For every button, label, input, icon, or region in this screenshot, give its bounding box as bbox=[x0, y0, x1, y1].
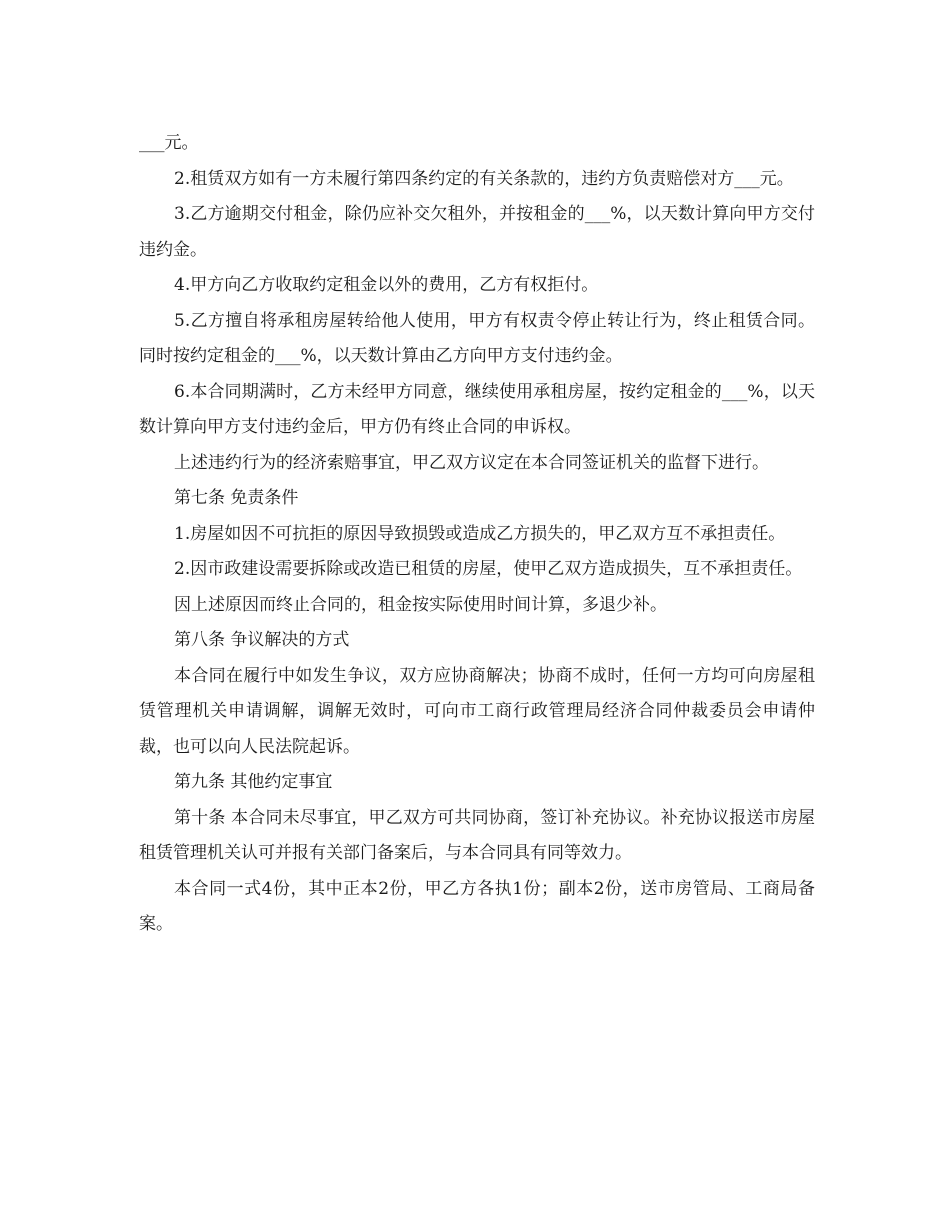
paragraph-clause-5-unauthorized-sublet: 5.乙方擅自将承租房屋转给他人使用，甲方有权责令停止转让行为，终止租赁合同。同时按约定租金的___%，以天数计算由乙方向甲方支付违约金。 bbox=[139, 310, 815, 366]
paragraph-clause-3-late-rent: 3.乙方逾期交付租金，除仍应补交欠租外，并按租金的___%，以天数计算向甲方交付违约金。 bbox=[139, 204, 815, 260]
paragraph-exemption-force-majeure: 1.房屋如因不可抗拒的原因导致损毁或造成乙方损失的，甲乙双方互不承担责任。 bbox=[174, 523, 786, 544]
section-heading-article-8: 第八条 争议解决的方式 bbox=[174, 630, 350, 650]
paragraph-rent-settlement: 因上述原因而终止合同的，租金按实际使用时间计算，多退少补。 bbox=[174, 594, 667, 615]
document-body bbox=[139, 126, 815, 943]
paragraph-clause-6-overstay: 6.本合同期满时，乙方未经甲方同意，继续使用承租房屋，按约定租金的___%，以天数计算向甲方支付违约金后，甲方仍有终止合同的申诉权。 bbox=[139, 381, 815, 437]
paragraph-claims-supervision: 上述违约行为的经济索赔事宜，甲乙双方议定在本合同签证机关的监督下进行。 bbox=[174, 452, 769, 473]
section-heading-article-7: 第七条 免责条件 bbox=[174, 488, 299, 508]
paragraph-dispute-resolution: 本合同在履行中如发生争议，双方应协商解决；协商不成时，任何一方均可向房屋租赁管理机关申请调解，调解无效时，可向市工商行政管理局经济合同仲裁委员会申请仲裁，也可以向人民法院起诉。 bbox=[139, 665, 815, 757]
paragraph-penalty-amount-continued: ___元。 bbox=[139, 133, 199, 153]
paragraph-exemption-municipal: 2.因市政建设需要拆除或改造已租赁的房屋，使甲乙双方造成损失，互不承担责任。 bbox=[174, 559, 803, 579]
paragraph-article-10-supplement: 第十条 本合同未尽事宜，甲乙双方可共同协商，签订补充协议。补充协议报送市房屋租赁管理机关认可并报有关部门备案后，与本合同具有同等效力。 bbox=[139, 807, 815, 863]
paragraph-clause-2-breach-compensation: 2.租赁双方如有一方未履行第四条约定的有关条款的，违约方负责赔偿对方___元。 bbox=[174, 168, 794, 189]
section-heading-article-9: 第九条 其他约定事宜 bbox=[174, 772, 333, 792]
paragraph-copies-filing: 本合同一式4份，其中正本2份，甲乙方各执1份；副本2份，送市房管局、工商局备案。 bbox=[139, 878, 815, 934]
paragraph-clause-4-extra-fees: 4.甲方向乙方收取约定租金以外的费用，乙方有权拒付。 bbox=[174, 275, 599, 295]
